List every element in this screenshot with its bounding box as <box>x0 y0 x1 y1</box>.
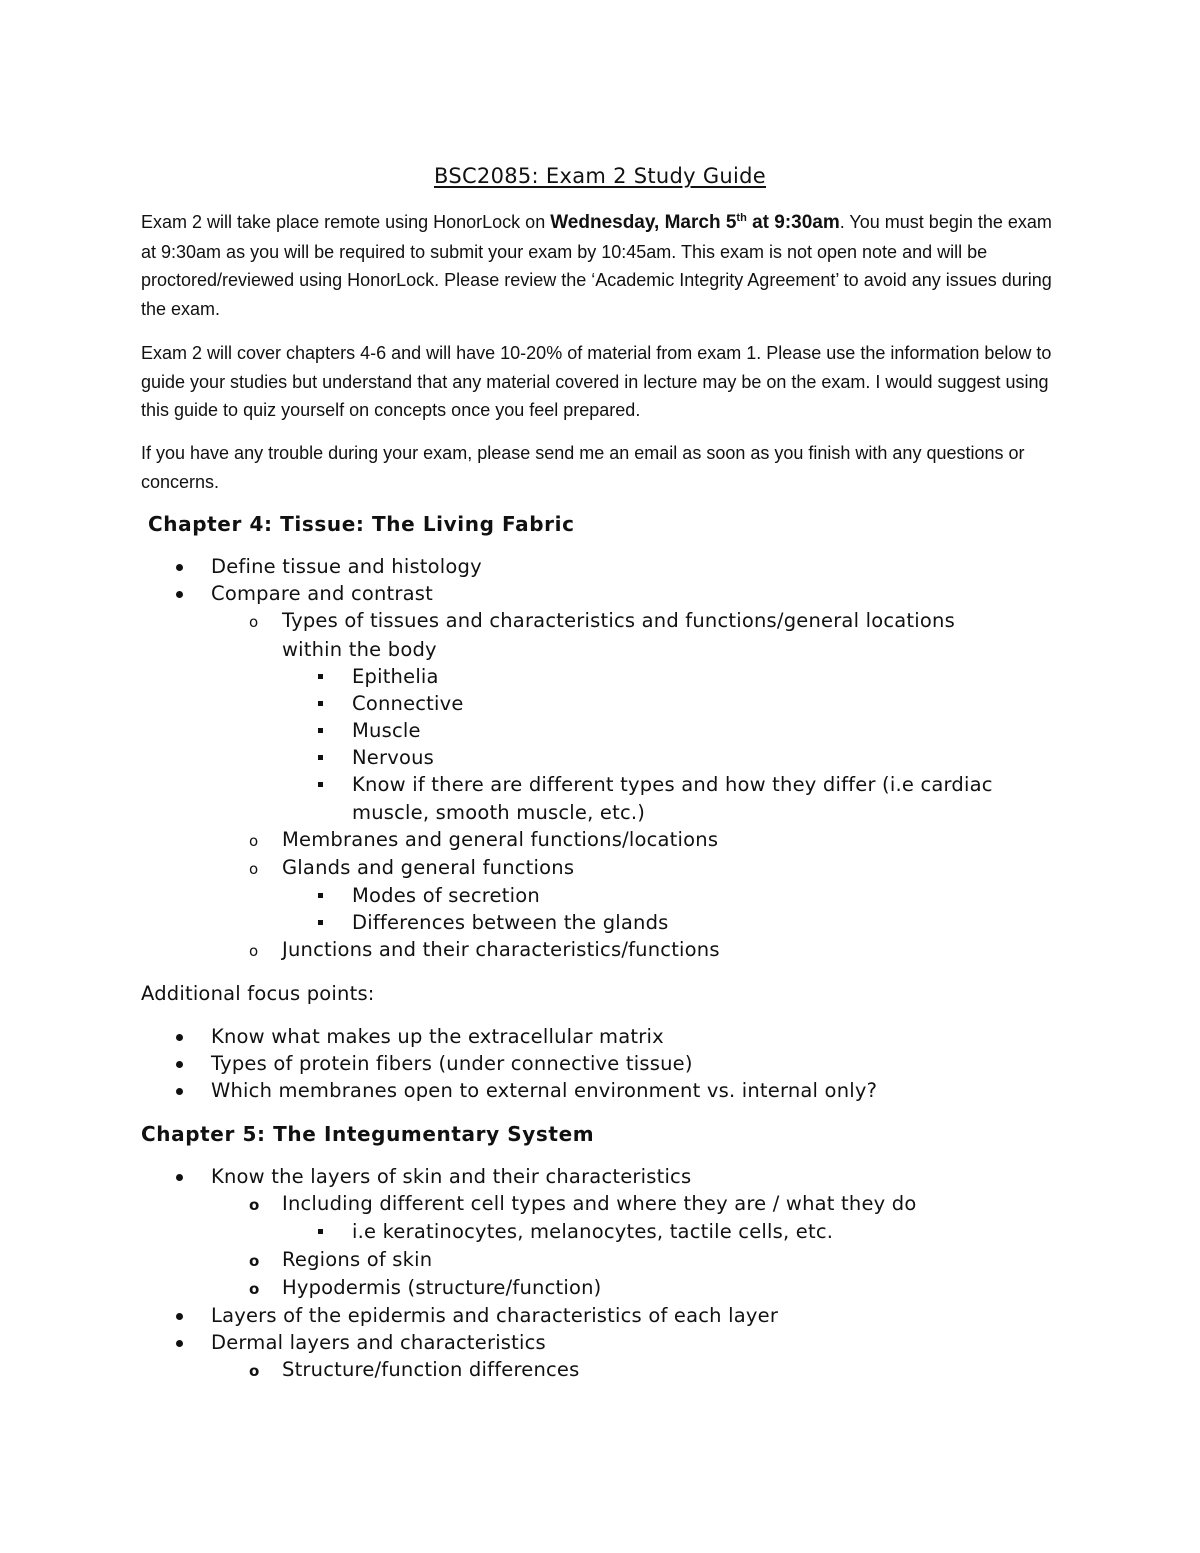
bullet-circle-icon: o <box>249 1362 260 1380</box>
intro-paragraph-1 <box>141 208 1061 323</box>
list-item: Define tissue and histology <box>211 555 482 578</box>
bullet-circle-icon: o <box>249 1252 260 1270</box>
intro-paragraph-3: If you have any trouble during your exam, please send me an email as soon as you finish with any questions or concerns. <box>141 443 1025 492</box>
list-item: Membranes and general functions/locations <box>282 828 719 851</box>
bullet-square-icon <box>318 893 323 898</box>
chapter-5-heading: Chapter 5: The Integumentary System <box>141 1122 595 1146</box>
list-item: Glands and general functions <box>282 856 575 879</box>
bullet-disc-icon <box>176 1313 183 1320</box>
exam-time: at 9:30am <box>746 212 840 233</box>
exam-date: Wednesday, March 5 <box>550 212 737 233</box>
list-item: Junctions and their characteristics/functions <box>282 938 720 961</box>
list-item: Which membranes open to external environment vs. internal only? <box>211 1079 878 1102</box>
list-item: Know if there are different types and how they differ (i.e cardiac <box>352 773 993 796</box>
bullet-disc-icon <box>176 1061 183 1068</box>
bullet-disc-icon <box>176 1340 183 1347</box>
bullet-disc-icon <box>176 1034 183 1041</box>
list-item: Epithelia <box>352 665 439 688</box>
bullet-square-icon <box>318 920 323 925</box>
bullet-circle-icon: o <box>249 942 259 960</box>
list-item: Muscle <box>352 719 421 742</box>
list-item: Connective <box>352 692 464 715</box>
chapter-4-heading: Chapter 4: Tissue: The Living Fabric <box>148 512 575 536</box>
list-item: Differences between the glands <box>352 911 669 934</box>
bullet-square-icon <box>318 674 323 679</box>
list-item: Hypodermis (structure/function) <box>282 1276 602 1299</box>
list-item: Regions of skin <box>282 1248 433 1271</box>
bullet-circle-icon: o <box>249 1280 260 1298</box>
list-item: Structure/function differences <box>282 1358 580 1381</box>
bullet-circle-icon: o <box>249 1196 260 1214</box>
page-title: BSC2085: Exam 2 Study Guide <box>433 164 767 188</box>
list-item: Layers of the epidermis and characteristics of each layer <box>211 1304 779 1327</box>
bullet-square-icon <box>318 701 323 706</box>
bullet-circle-icon: o <box>249 860 259 878</box>
bullet-disc-icon <box>176 1174 183 1181</box>
intro-text: Exam 2 will take place remote using HonorLock on <box>141 212 551 232</box>
intro-text-rest: . You must begin the exam at 9:30am as you will be required to submit your exam by 10:45am. This exam is not open note and will be proctored/reviewed using HonorLock. Please review the ‘Academic Integrity Agreement’ to avoid any issues during the exam. <box>141 212 1052 319</box>
bullet-square-icon <box>318 755 323 760</box>
additional-focus-label: Additional focus points: <box>141 982 375 1005</box>
list-item: Know what makes up the extracellular matrix <box>211 1025 664 1048</box>
list-item-continued: muscle, smooth muscle, etc.) <box>352 801 646 824</box>
list-item: Compare and contrast <box>211 582 433 605</box>
bullet-disc-icon <box>176 591 183 598</box>
bullet-square-icon <box>318 728 323 733</box>
list-item-continued: within the body <box>282 638 437 661</box>
list-item: Know the layers of skin and their characteristics <box>211 1165 692 1188</box>
list-item: Modes of secretion <box>352 884 540 907</box>
list-item: Types of tissues and characteristics and functions/general locations <box>282 609 955 632</box>
list-item: Nervous <box>352 746 434 769</box>
list-item: Including different cell types and where they are / what they do <box>282 1192 917 1215</box>
bullet-square-icon <box>318 1229 323 1234</box>
bullet-circle-icon: o <box>249 832 259 850</box>
bullet-circle-icon: o <box>249 613 259 631</box>
list-item: Types of protein fibers (under connective tissue) <box>211 1052 693 1075</box>
intro-paragraph-2: Exam 2 will cover chapters 4-6 and will have 10-20% of material from exam 1. Please use the information below to guide your studies but understand that any material covered in lecture may be on the exam. I would suggest using this guide to quiz yourself on concepts once you feel prepared. <box>141 343 1052 420</box>
date-suffix: th <box>736 212 747 224</box>
list-item: Dermal layers and characteristics <box>211 1331 546 1354</box>
bullet-disc-icon <box>176 1088 183 1095</box>
list-item: i.e keratinocytes, melanocytes, tactile cells, etc. <box>352 1220 834 1243</box>
bullet-square-icon <box>318 782 323 787</box>
bullet-disc-icon <box>176 564 183 571</box>
